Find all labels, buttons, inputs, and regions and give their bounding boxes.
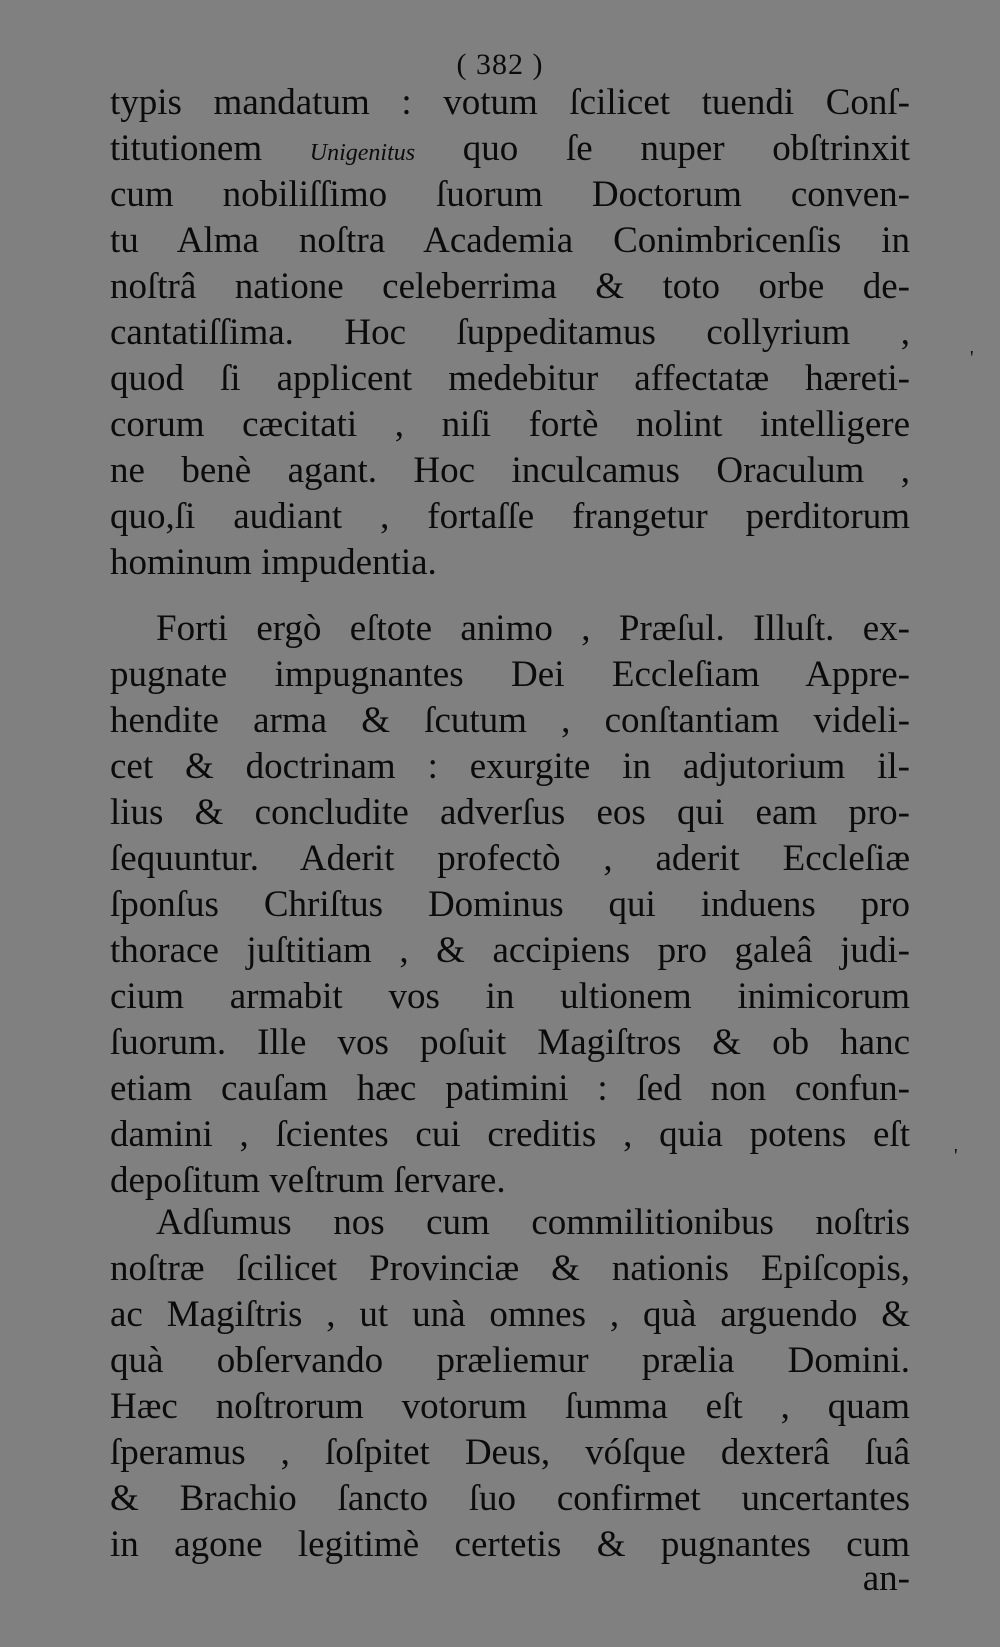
text-line: damini , ſcientes cui creditis , quia potens eſt [110, 1114, 910, 1155]
text-line: Adſumus nos cum commilitionibus noſtris [156, 1202, 910, 1243]
margin-mark: ' [954, 1145, 958, 1167]
text-line: in agone legitimè certetis & pugnantes cum [110, 1524, 910, 1565]
page-number: ( 382 ) [456, 48, 544, 81]
text-line: tu Alma noſtra Academia Conimbricenſis in [110, 220, 910, 261]
text-line: ſuorum. Ille vos poſuit Magiſtros & ob hanc [110, 1022, 910, 1063]
text-line: typis mandatum : votum ſcilicet tuendi Conſ- [110, 82, 910, 123]
text-line: quod ſi applicent medebitur affectatæ hæreti- [110, 358, 910, 399]
text-line: lius & concludite adverſus eos qui eam pro- [110, 792, 910, 833]
text-line: hendite arma & ſcutum , conſtantiam videli- [110, 700, 910, 741]
text-line: Hæc noſtrorum votorum ſumma eſt , quam [110, 1386, 910, 1427]
text-line: quo,ſi audiant , fortaſſe frangetur perditorum [110, 496, 910, 537]
text-line: cium armabit vos in ultionem inimicorum [110, 976, 910, 1017]
paragraph-1 [110, 80, 910, 586]
text-line: noſtræ ſcilicet Provinciæ & nationis Epiſcopis, [110, 1248, 910, 1289]
text-line: ſperamus , ſoſpitet Deus, vóſque dexterâ ſuâ [110, 1432, 910, 1473]
text-line [110, 126, 910, 172]
catchword: an- [862, 1558, 910, 1599]
text-line: cet & doctrinam : exurgite in adjutorium il- [110, 746, 910, 787]
text-line: etiam cauſam hæc patimini : ſed non confun- [110, 1068, 910, 1109]
text-line: corum cæcitati , niſi fortè nolint intelligere [110, 404, 910, 445]
text-line-end: quo ſe nuper obſtrinxit [415, 128, 910, 169]
text-line: Forti ergò eſtote animo , Præſul. Illuſt. ex- [156, 608, 910, 649]
text-line: thorace juſtitiam , & accipiens pro galeâ judi- [110, 930, 910, 971]
margin-mark: ' [970, 347, 974, 369]
text-line: hominum impudentia. [110, 542, 437, 583]
paragraph-2 [110, 606, 910, 1204]
italic-title: Unigenitus [309, 140, 416, 166]
text-line: pugnate impugnantes Dei Eccleſiam Appre- [110, 654, 910, 695]
text-line: depoſitum veſtrum ſervare. [110, 1160, 506, 1201]
text-line: ſequuntur. Aderit profectò , aderit Eccleſiæ [110, 838, 910, 879]
text-line-start: titutionem [110, 128, 310, 169]
text-line: noſtrâ natione celeberrima & toto orbe de- [110, 266, 910, 307]
text-line: & Brachio ſancto ſuo confirmet uncertantes [110, 1478, 910, 1519]
text-line: cum nobiliſſimo ſuorum Doctorum conven- [110, 174, 910, 215]
text-line: ne benè agant. Hoc inculcamus Oraculum , [110, 450, 910, 491]
paragraph-3 [110, 1200, 910, 1568]
text-line: cantatiſſima. Hoc ſuppeditamus collyrium , [110, 312, 910, 353]
text-line: ſponſus Chriſtus Dominus qui induens pro [110, 884, 910, 925]
text-line: ac Magiſtris , ut unà omnes , quà arguendo & [110, 1294, 910, 1335]
text-line: quà obſervando præliemur prælia Domini. [110, 1340, 910, 1381]
